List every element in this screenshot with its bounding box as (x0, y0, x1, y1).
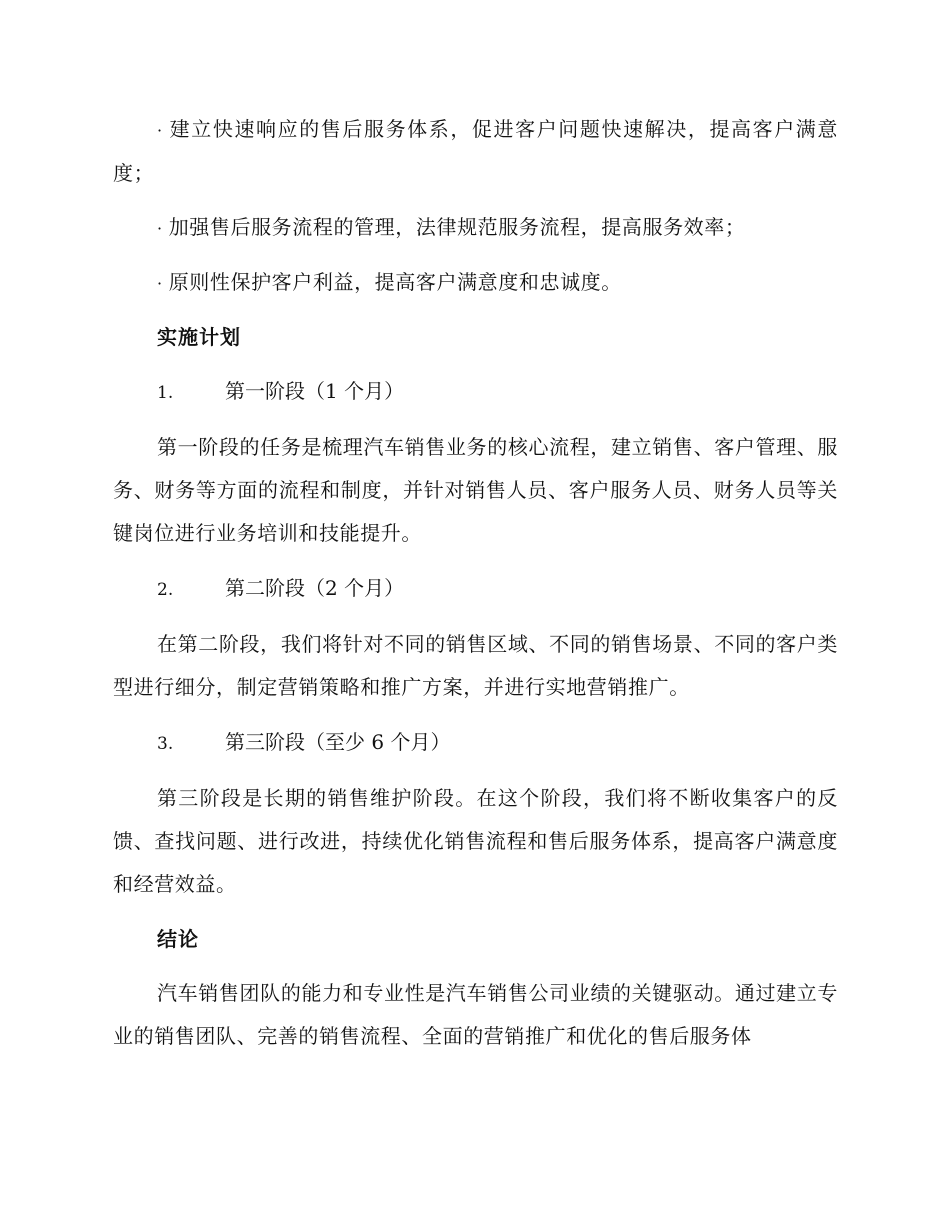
bullet-text: 原则性保护客户利益，提高客户满意度和忠诚度。 (168, 270, 622, 294)
bullet-dot-icon: · (157, 274, 163, 293)
phase-title-3 (113, 721, 838, 766)
bullet-text: 建立快速响应的售后服务体系，促进客户问题快速解决，提高客户满意度； (113, 117, 838, 185)
bullet-dot-icon: · (157, 121, 163, 140)
bullet-text: 加强售后服务流程的管理，法律规范服务流程，提高服务效率； (168, 215, 746, 239)
bullet-item (113, 206, 838, 250)
phase-number: 1. (157, 383, 174, 403)
document-page (113, 108, 838, 1058)
phase-title-text: 第三阶段（至少 6 个月） (225, 730, 451, 754)
section-heading-conclusion: 结论 (157, 927, 199, 951)
phase-body-1: 第一阶段的任务是梳理汽车销售业务的核心流程，建立销售、客户管理、服务、财务等方面的流程和制度，并针对销售人员、客户服务人员、财务人员等关键岗位进行业务培训和技能提升。 (113, 435, 838, 545)
bullet-item (113, 108, 838, 195)
phase-title-1 (113, 370, 838, 415)
bullet-dot-icon: · (157, 219, 163, 238)
phase-body-3: 第三阶段是长期的销售维护阶段。在这个阶段，我们将不断收集客户的反馈、查找问题、进行改进，持续优化销售流程和售后服务体系，提高客户满意度和经营效益。 (113, 786, 838, 896)
phase-body-2: 在第二阶段，我们将针对不同的销售区域、不同的销售场景、不同的客户类型进行细分，制定营销策略和推广方案，并进行实地营销推广。 (113, 632, 838, 699)
bullet-item (113, 261, 838, 305)
conclusion-body: 汽车销售团队的能力和专业性是汽车销售公司业绩的关键驱动。通过建立专业的销售团队、完善的销售流程、全面的营销推广和优化的售后服务体 (113, 981, 838, 1048)
phase-number: 3. (157, 734, 174, 754)
phase-title-2 (113, 567, 838, 612)
section-heading-implementation: 实施计划 (157, 325, 241, 349)
phase-title-text: 第二阶段（2 个月） (225, 576, 405, 600)
phase-number: 2. (157, 580, 174, 600)
phase-title-text: 第一阶段（1 个月） (225, 379, 405, 403)
